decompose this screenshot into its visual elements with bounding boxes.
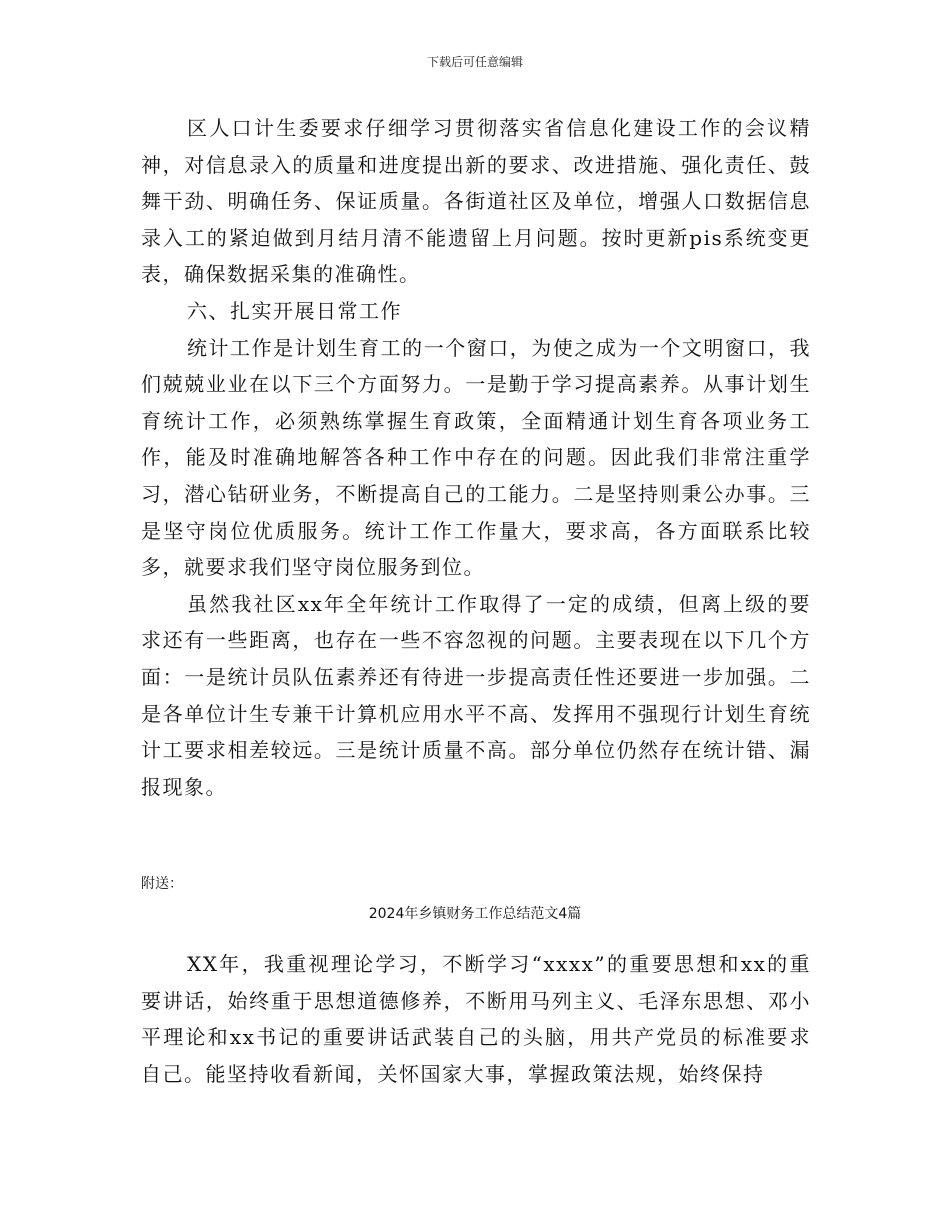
section-heading: 六、扎实开展日常工作 [187, 298, 402, 323]
main-body [141, 110, 811, 805]
paragraph: XX年，我重视理论学习，不断学习“xxxx”的重要思想和xx的重要讲话，始终重于思想道德修养，不断用马列主义、毛泽东思想、邓小平理论和xx书记的重要讲话武装自己的头脑，用共产党员的标准要求自己。能坚持收看新闻，关怀国家大事，掌握政策法规，始终保持 [141, 952, 811, 1086]
appendix-title: 2024年乡镇财务工作总结范文4篇 [368, 906, 582, 922]
paragraph: 统计工作是计划生育工的一个窗口，为使之成为一个文明窗口，我们兢兢业业在以下三个方面努力。一是勤于学习提高素养。从事计划生育统计工作，必须熟练掌握生育政策，全面精通计划生育各项业务工作，能及时准确地解答各种工作中存在的问题。因此我们非常注重学习，潜心钻研业务，不断提高自己的工能力。二是坚持则秉公办事。三是坚守岗位优质服务。统计工作工作量大，要求高，各方面联系比较多，就要求我们坚守岗位服务到位。 [141, 335, 811, 580]
appendix-body [141, 946, 811, 1092]
paragraph: 虽然我社区xx年全年统计工作取得了一定的成绩，但离上级的要求还有一些距离，也存在一些不容忽视的问题。主要表现在以下几个方面：一是统计员队伍素养还有待进一步提高责任性还要进一步加强。二是各单位计生专兼干计算机应用水平不高、发挥用不强现行计划生育统计工要求相差较远。三是统计质量不高。部分单位仍然存在统计错、漏报现象。 [141, 591, 811, 799]
appendix-label: 附送： [141, 876, 183, 892]
page-header: 下载后可任意编辑 [426, 55, 523, 69]
paragraph: 区人口计生委要求仔细学习贯彻落实省信息化建设工作的会议精神，对信息录入的质量和进度提出新的要求、改进措施、强化责任、鼓舞干劲、明确任务、保证质量。各街道社区及单位，增强人口数据信息录入工的紧迫做到月结月清不能遗留上月问题。按时更新pis系统变更表，确保数据采集的准确性。 [141, 116, 811, 287]
